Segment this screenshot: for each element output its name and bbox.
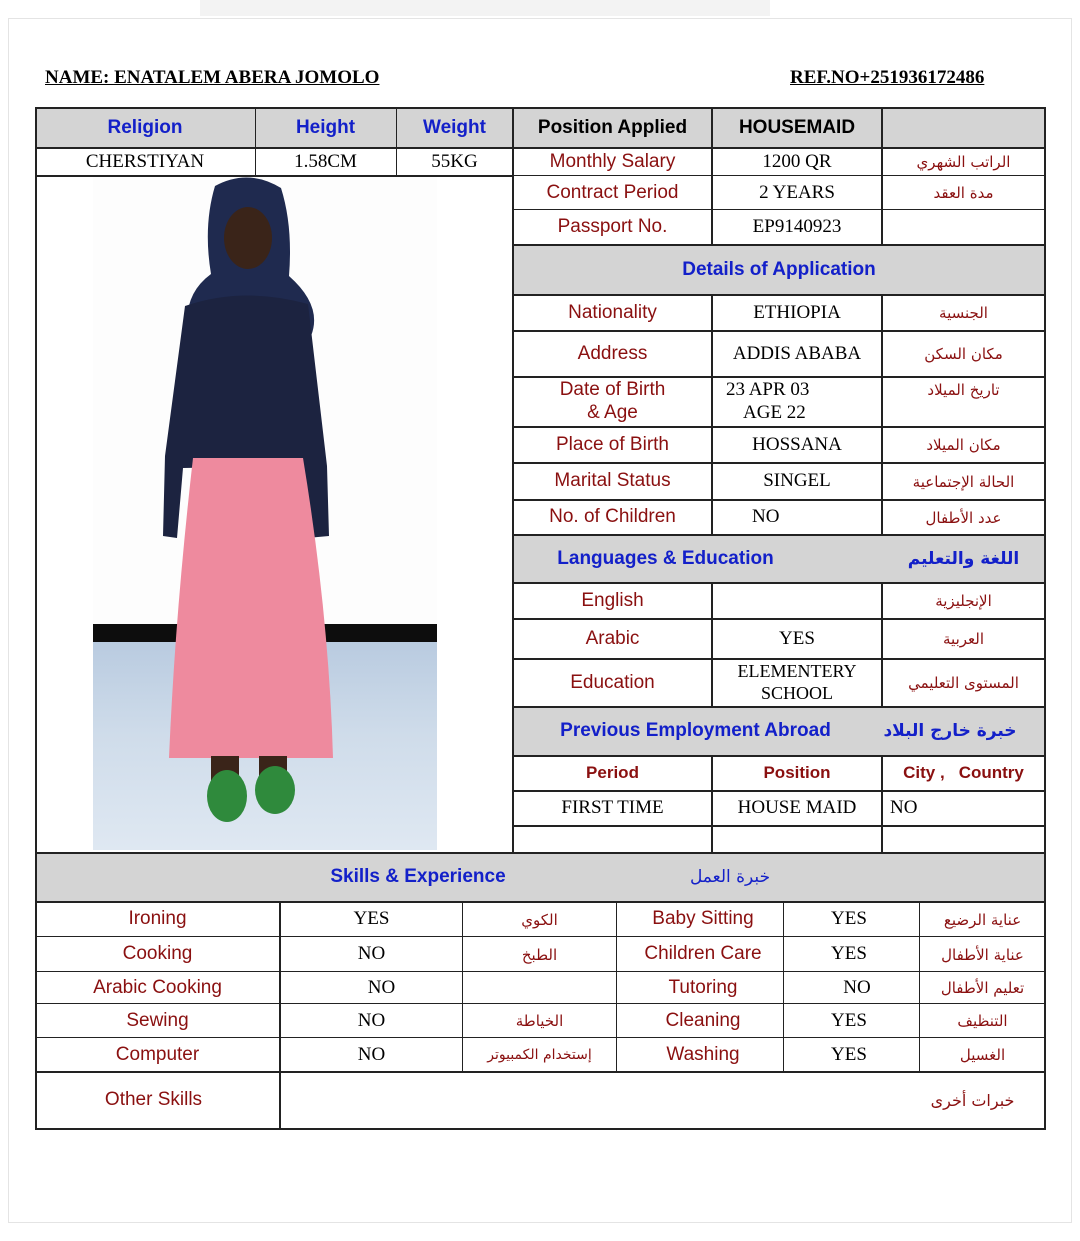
skill-sewing-arabic: الخياطة: [515, 1012, 564, 1030]
grid-line: [513, 462, 1046, 464]
skill-computer-value: NO: [357, 1043, 386, 1065]
skill-cooking-label: Cooking: [122, 943, 193, 965]
children-value: NO: [752, 506, 780, 528]
education-value-line2: SCHOOL: [760, 683, 833, 703]
english-arabic: الإنجليزية: [935, 592, 992, 610]
top-band: [200, 0, 770, 16]
employment-title-arabic: خبرة خارج البلاد: [883, 721, 1017, 742]
grid-line: [513, 294, 1046, 296]
skills-title: Skills & Experience: [330, 866, 506, 888]
education-label: Education: [570, 671, 655, 693]
place-of-birth-arabic: مكان الميلاد: [926, 436, 1001, 454]
period-header: Period: [586, 763, 639, 783]
grid-line: [35, 971, 1046, 972]
education-value-line1: ELEMENTERY: [737, 661, 857, 682]
grid-line: [881, 107, 883, 245]
grid-line: [513, 209, 1046, 210]
skill-children-care-value: YES: [831, 943, 867, 965]
dob-value: [712, 377, 882, 427]
reference-number: REF.NO+251936172486: [790, 67, 985, 88]
skill-sewing-label: Sewing: [126, 1009, 189, 1031]
religion-value: CHERSTIYAN: [85, 150, 205, 172]
skill-sewing-value: NO: [357, 1009, 386, 1031]
position-applied-label: Position Applied: [537, 116, 688, 138]
grid-line: [35, 147, 1046, 149]
address-arabic: مكان السكن: [924, 345, 1003, 363]
employment-title: Previous Employment Abroad: [560, 720, 831, 742]
grid-line: [881, 755, 883, 853]
grid-line: [35, 107, 37, 1130]
languages-title: Languages & Education: [557, 547, 774, 569]
dob-value-line1: 23 APR 03: [726, 379, 810, 401]
address-value: ADDIS ABABA: [732, 342, 862, 364]
grid-line: [462, 901, 463, 1072]
dob-value-line2: AGE 22: [743, 402, 806, 423]
nationality-label: Nationality: [568, 301, 657, 323]
grid-line: [513, 790, 1046, 792]
height-value: 1.58CM: [294, 150, 357, 172]
skill-ironing-value: YES: [353, 908, 390, 930]
marital-status-arabic: الحالة الإجتماعية: [912, 472, 1015, 491]
grid-line: [616, 901, 617, 1072]
passport-value: EP9140923: [752, 216, 842, 238]
religion-label: Religion: [107, 116, 183, 138]
skill-arabic-cooking-value: NO: [367, 976, 396, 998]
skill-tutoring-label: Tutoring: [668, 976, 738, 998]
skill-baby-sitting-arabic: عناية الرضيع: [943, 910, 1022, 929]
skill-baby-sitting-value: YES: [831, 908, 867, 930]
children-arabic: عدد الأطفال: [925, 508, 1002, 527]
position-applied-value: HOUSEMAID: [738, 116, 856, 138]
skill-washing-arabic: الغسيل: [959, 1046, 1006, 1064]
employment-period-value: FIRST TIME: [561, 797, 664, 819]
skill-children-care-arabic: عناية الأطفال: [941, 945, 1024, 964]
children-label: No. of Children: [549, 506, 676, 528]
grid-line: [35, 936, 1046, 937]
applicant-photo: [93, 176, 437, 850]
skill-cleaning-value: YES: [831, 1009, 867, 1031]
monthly-salary-arabic: الراتب الشهري: [916, 153, 1011, 171]
grid-line: [512, 107, 514, 853]
person-figure: [93, 176, 437, 850]
grid-line: [513, 499, 1046, 501]
dob-arabic: تاريخ الميلاد: [927, 381, 1000, 399]
grid-line: [513, 582, 1046, 584]
grid-line: [513, 825, 1046, 827]
grid-line: [513, 175, 1046, 176]
grid-line: [711, 755, 713, 853]
dob-label-line1: Date of Birth: [559, 379, 666, 401]
english-label: English: [581, 589, 644, 611]
grid-line: [711, 582, 713, 707]
grid-line: [35, 1037, 1046, 1038]
other-skills-arabic: خبرات أخرى: [930, 1090, 1015, 1110]
arabic-label: Arabic: [585, 627, 640, 649]
contract-period-arabic: مدة العقد: [933, 184, 994, 202]
monthly-salary-label: Monthly Salary: [549, 150, 676, 172]
grid-line: [513, 755, 1046, 757]
marital-status-value: SINGEL: [763, 470, 831, 492]
position-header: Position: [763, 763, 831, 783]
city-country-header: [882, 756, 1045, 791]
monthly-salary-value: 1200 QR: [762, 150, 832, 172]
grid-line: [35, 175, 513, 177]
english-value: [712, 583, 882, 619]
skill-washing-value: YES: [831, 1043, 867, 1065]
place-of-birth-value: HOSSANA: [752, 433, 842, 455]
grid-line: [513, 534, 1046, 536]
grid-line: [35, 852, 1046, 854]
grid-line: [513, 244, 1046, 246]
grid-line: [35, 1128, 1046, 1130]
skill-baby-sitting-label: Baby Sitting: [652, 908, 754, 930]
languages-title-arabic: اللغة والتعليم: [907, 548, 1020, 569]
weight-label: Weight: [423, 116, 486, 138]
details-title: Details of Application: [682, 258, 876, 280]
arabic-arabic: العربية: [943, 630, 984, 648]
grid-line: [513, 706, 1046, 708]
skills-title-arabic: خبرة العمل: [689, 867, 771, 888]
education-arabic: المستوى التعليمي: [908, 674, 1019, 692]
grid-line: [513, 376, 1046, 378]
grid-line: [279, 901, 281, 1129]
grid-line: [35, 1071, 1046, 1073]
nationality-value: ETHIOPIA: [753, 301, 841, 323]
contract-period-label: Contract Period: [546, 181, 679, 203]
grid-line: [35, 107, 1046, 109]
skill-cooking-arabic: الطبخ: [521, 945, 558, 964]
dob-label: [513, 377, 712, 427]
employment-city-value: NO: [890, 797, 918, 819]
country-header: Country: [958, 763, 1024, 783]
grid-line: [881, 582, 883, 707]
education-value: [712, 659, 882, 707]
skill-children-care-label: Children Care: [644, 943, 762, 965]
passport-label: Passport No.: [557, 216, 668, 238]
skill-cleaning-arabic: التنظيف: [957, 1012, 1008, 1030]
skill-tutoring-value: NO: [843, 976, 871, 998]
grid-line: [711, 107, 713, 245]
arabic-value: YES: [779, 627, 815, 649]
address-label: Address: [577, 342, 648, 364]
skill-tutoring-arabic: تعليم الأطفال: [940, 979, 1025, 997]
grid-line: [513, 658, 1046, 660]
other-skills-label: Other Skills: [104, 1089, 203, 1111]
city-header: City ,: [903, 763, 945, 783]
grid-line: [513, 426, 1046, 428]
skill-washing-label: Washing: [666, 1043, 740, 1065]
skill-computer-label: Computer: [115, 1043, 200, 1065]
skill-computer-arabic: إستخدام الكمبيوتر: [487, 1046, 592, 1063]
place-of-birth-label: Place of Birth: [556, 433, 669, 455]
grid-line: [35, 1003, 1046, 1004]
grid-line: [396, 107, 397, 176]
grid-line: [255, 107, 256, 176]
skill-arabic-cooking-label: Arabic Cooking: [93, 976, 222, 998]
nationality-arabic: الجنسية: [939, 304, 988, 322]
applicant-name: NAME: ENATALEM ABERA JOMOLO: [45, 67, 380, 88]
grid-line: [513, 618, 1046, 620]
grid-line: [711, 294, 713, 535]
skill-ironing-arabic: الكوي: [521, 910, 558, 929]
marital-status-label: Marital Status: [554, 470, 671, 492]
skill-ironing-label: Ironing: [128, 908, 187, 930]
skill-cleaning-label: Cleaning: [665, 1009, 741, 1031]
grid-line: [881, 294, 883, 535]
grid-line: [919, 901, 920, 1072]
grid-line: [35, 901, 1046, 903]
contract-period-value: 2 YEARS: [759, 181, 835, 203]
weight-value: 55KG: [431, 150, 478, 172]
dob-label-line2: & Age: [587, 402, 638, 423]
employment-position-value: HOUSE MAID: [737, 797, 857, 819]
skill-cooking-value: NO: [357, 943, 386, 965]
grid-line: [783, 901, 784, 1072]
height-label: Height: [295, 116, 356, 138]
grid-line: [513, 330, 1046, 332]
